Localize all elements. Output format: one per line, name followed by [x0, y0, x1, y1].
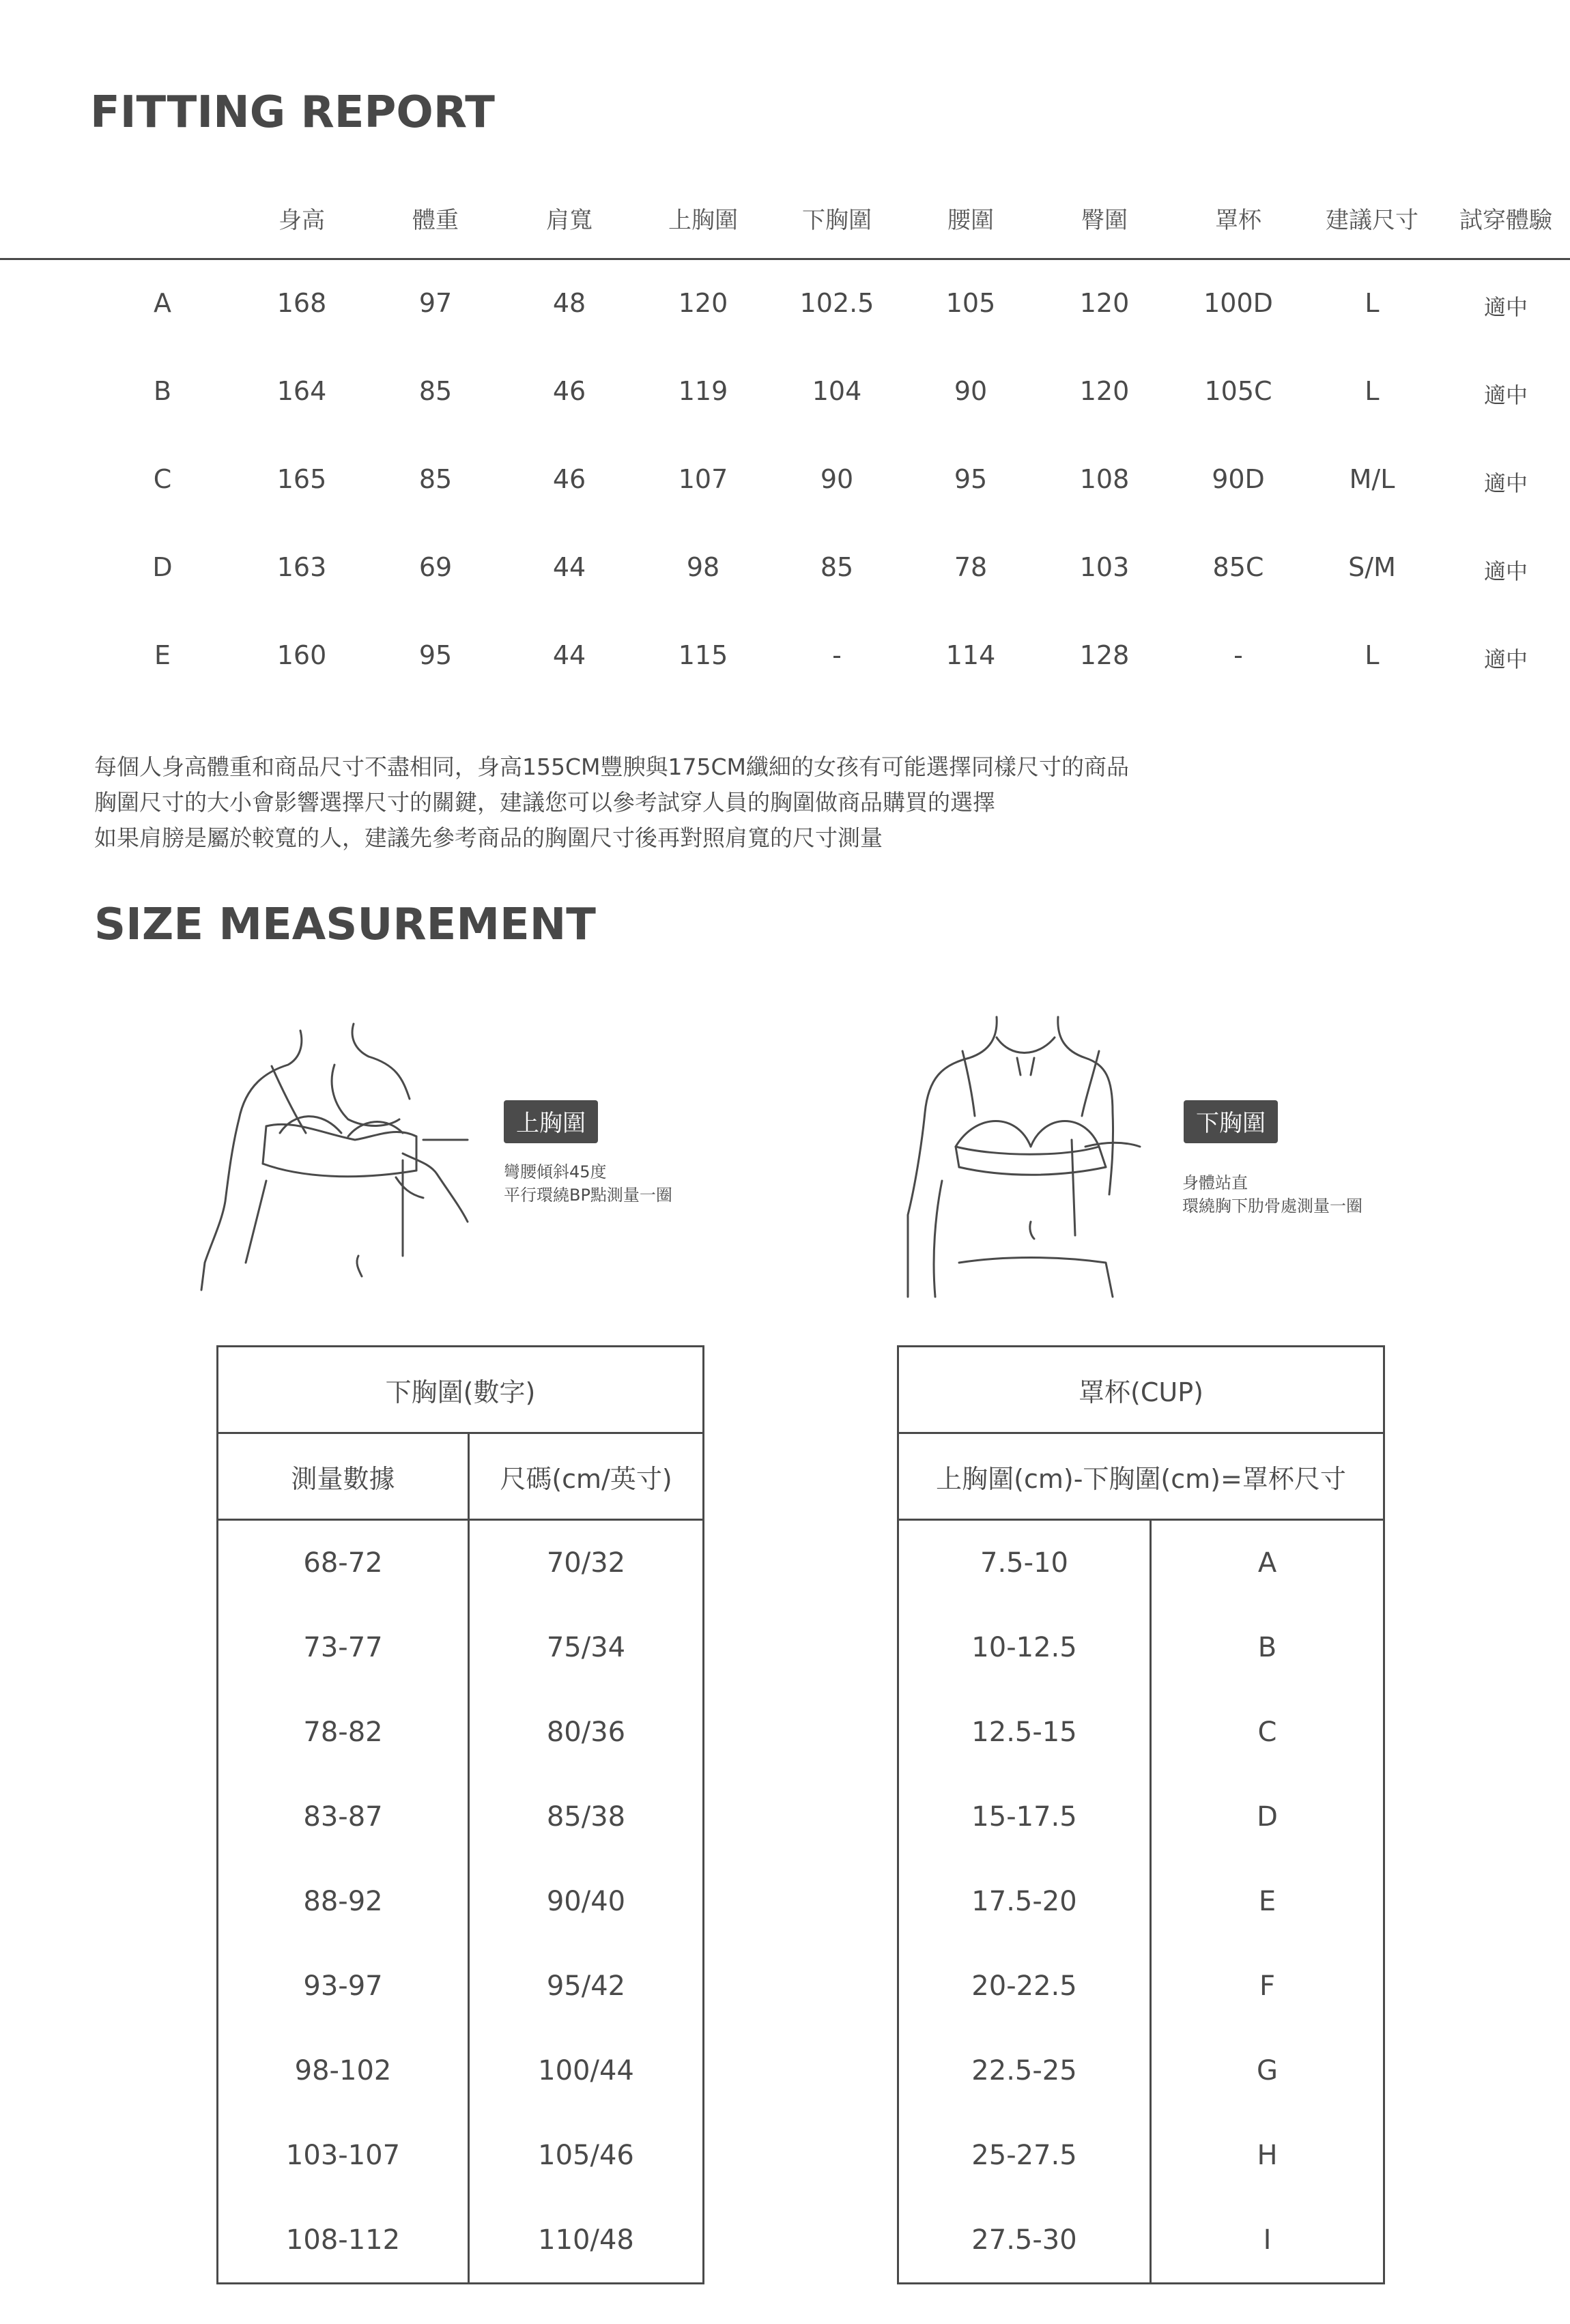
table-cell: 88-92	[303, 1886, 383, 1917]
desc-line: 彎腰傾斜45度	[504, 1162, 607, 1181]
table-cell: 85/38	[469, 1775, 704, 1859]
table-cell: 46	[552, 376, 586, 406]
table-cell: 108	[1079, 464, 1130, 494]
table-cell: L	[1365, 288, 1380, 318]
table-row	[898, 1690, 1384, 1775]
upper-bust-illustration	[198, 1017, 491, 1304]
desc-line: 身體站直	[1182, 1173, 1248, 1192]
table-cell: I	[1151, 2198, 1384, 2284]
column-header: 身高	[279, 207, 325, 234]
col-measurement: 測量數據	[218, 1433, 469, 1520]
table-cell: 85	[820, 552, 854, 582]
table-cell: 適中	[1483, 382, 1528, 408]
table-cell: 85	[418, 464, 453, 494]
col-size: 尺碼(cm/英寸)	[469, 1433, 704, 1520]
note-line: 如果肩膀是屬於較寬的人，建議先參考商品的胸圍尺寸後再對照肩寬的尺寸測量	[94, 824, 883, 851]
cup-table	[897, 1345, 1385, 2284]
table-cell: 46	[552, 464, 586, 494]
column-header: 試穿體驗	[1459, 207, 1552, 234]
column-header: 肩寬	[546, 207, 593, 234]
table-cell: 128	[1079, 640, 1130, 670]
table-cell: 107	[678, 464, 728, 494]
underbust-tag: 下胸圍	[1184, 1100, 1278, 1143]
table-cell: 100/44	[469, 2028, 704, 2113]
table-cell: E	[1151, 1859, 1384, 1944]
table-cell: 69	[418, 552, 453, 582]
table-cell: 115	[678, 640, 728, 670]
table-cell: 適中	[1483, 646, 1528, 672]
row-id: C	[153, 464, 172, 494]
table-row	[218, 2198, 704, 2284]
table-cell: 7.5-10	[980, 1547, 1068, 1579]
table-cell: 78	[954, 552, 988, 582]
desc-line: 環繞胸下肋骨處測量一圈	[1182, 1196, 1362, 1216]
table-row	[898, 2113, 1384, 2198]
table-cell: 160	[276, 640, 327, 670]
column-header: 上胸圍	[668, 207, 738, 234]
desc-line: 平行環繞BP點測量一圈	[504, 1186, 672, 1205]
header-divider	[0, 258, 1570, 260]
cup-formula: 上胸圍(cm)-下胸圍(cm)=罩杯尺寸	[898, 1433, 1384, 1520]
underbust-table-title: 下胸圍(數字)	[218, 1347, 704, 1433]
row-id: B	[153, 376, 172, 406]
table-cell: 103	[1079, 552, 1130, 582]
table-cell: 110/48	[469, 2198, 704, 2284]
table-cell: 102.5	[799, 288, 874, 318]
table-cell: 85C	[1212, 552, 1264, 582]
fitting-report-title: FITTING REPORT	[90, 87, 495, 138]
table-cell: 105C	[1204, 376, 1272, 406]
table-row	[218, 2113, 704, 2198]
column-header: 建議尺寸	[1326, 207, 1418, 234]
table-cell: 104	[812, 376, 862, 406]
size-measurement-title: SIZE MEASUREMENT	[94, 900, 596, 950]
table-cell: 105	[945, 288, 996, 318]
table-cell: 68-72	[303, 1547, 383, 1579]
table-cell: S/M	[1348, 552, 1396, 582]
table-cell: B	[1151, 1605, 1384, 1690]
table-cell: 80/36	[469, 1690, 704, 1775]
table-cell: 適中	[1483, 470, 1528, 496]
table-cell: 120	[678, 288, 728, 318]
table-row	[898, 1520, 1384, 1606]
table-row	[898, 1944, 1384, 2028]
table-cell: 83-87	[303, 1801, 383, 1833]
upper-bust-desc	[504, 1160, 672, 1207]
table-cell: 25-27.5	[971, 2140, 1077, 2171]
table-cell: A	[1151, 1520, 1384, 1606]
table-cell: 27.5-30	[971, 2224, 1077, 2256]
table-cell: 17.5-20	[971, 1886, 1077, 1917]
table-cell: 78-82	[303, 1717, 383, 1748]
table-cell: -	[832, 640, 842, 670]
underbust-illustration	[894, 1010, 1167, 1310]
table-cell: 120	[1079, 288, 1130, 318]
table-cell: 適中	[1483, 558, 1528, 584]
table-cell: 適中	[1483, 294, 1528, 320]
table-cell: 75/34	[469, 1605, 704, 1690]
table-row	[218, 1690, 704, 1775]
table-cell: 164	[276, 376, 327, 406]
table-cell: L	[1365, 640, 1380, 670]
table-cell: 73-77	[303, 1632, 383, 1663]
table-row	[898, 1605, 1384, 1690]
table-cell: 100D	[1203, 288, 1273, 318]
table-cell: 103-107	[285, 2140, 401, 2171]
table-cell: 20-22.5	[971, 1970, 1077, 2002]
table-cell: 48	[552, 288, 586, 318]
table-cell: G	[1151, 2028, 1384, 2113]
table-cell: 119	[678, 376, 728, 406]
table-cell: F	[1151, 1944, 1384, 2028]
column-header: 下胸圍	[802, 207, 872, 234]
table-cell: M/L	[1349, 464, 1395, 494]
table-row	[218, 1944, 704, 2028]
table-cell: 44	[552, 552, 586, 582]
table-cell: H	[1151, 2113, 1384, 2198]
table-cell: 98-102	[294, 2055, 392, 2086]
table-row	[218, 1775, 704, 1859]
table-row	[898, 1859, 1384, 1944]
underbust-desc	[1182, 1171, 1362, 1218]
table-cell: 95	[418, 640, 453, 670]
table-cell: 90D	[1212, 464, 1265, 494]
table-cell: 105/46	[469, 2113, 704, 2198]
table-cell: 108-112	[285, 2224, 401, 2256]
table-row	[218, 2028, 704, 2113]
table-row	[898, 1775, 1384, 1859]
table-cell: 22.5-25	[971, 2055, 1077, 2086]
underbust-table	[216, 1345, 704, 2284]
table-row	[898, 2198, 1384, 2284]
note-line: 每個人身高體重和商品尺寸不盡相同，身高155CM豐腴與175CM纖細的女孩有可能選擇同樣尺寸的商品	[94, 754, 1130, 780]
upper-bust-tag: 上胸圍	[504, 1100, 598, 1143]
table-cell: 165	[276, 464, 327, 494]
table-cell: 15-17.5	[971, 1801, 1077, 1833]
table-row	[218, 1859, 704, 1944]
table-cell: 95	[954, 464, 988, 494]
column-header: 腰圍	[947, 207, 994, 234]
column-header: 臀圍	[1081, 207, 1128, 234]
cup-table-title: 罩杯(CUP)	[898, 1347, 1384, 1433]
table-row	[218, 1520, 704, 1606]
table-cell: 98	[686, 552, 720, 582]
table-cell: 70/32	[469, 1520, 704, 1606]
table-cell: 12.5-15	[971, 1717, 1077, 1748]
table-cell: 93-97	[303, 1970, 383, 2002]
table-cell: 85	[418, 376, 453, 406]
table-cell: 97	[418, 288, 453, 318]
note-line: 胸圍尺寸的大小會影響選擇尺寸的關鍵，建議您可以參考試穿人員的胸圍做商品購買的選擇	[94, 789, 995, 816]
table-cell: 114	[945, 640, 996, 670]
table-cell: 168	[276, 288, 327, 318]
table-cell: D	[1151, 1775, 1384, 1859]
column-header: 體重	[412, 207, 459, 234]
fitting-notes	[94, 749, 1129, 856]
table-cell: 163	[276, 552, 327, 582]
row-id: D	[152, 552, 173, 582]
table-cell: 10-12.5	[971, 1632, 1077, 1663]
table-row	[898, 2028, 1384, 2113]
table-cell: 90	[820, 464, 854, 494]
row-id: E	[154, 640, 171, 670]
table-cell: L	[1365, 376, 1380, 406]
table-cell: 95/42	[469, 1944, 704, 2028]
table-cell: C	[1151, 1690, 1384, 1775]
table-cell: 90/40	[469, 1859, 704, 1944]
table-cell: 120	[1079, 376, 1130, 406]
row-id: A	[154, 288, 171, 318]
table-cell: 90	[954, 376, 988, 406]
table-cell: 44	[552, 640, 586, 670]
table-row	[218, 1605, 704, 1690]
column-header: 罩杯	[1215, 207, 1261, 234]
table-cell: -	[1233, 640, 1243, 670]
